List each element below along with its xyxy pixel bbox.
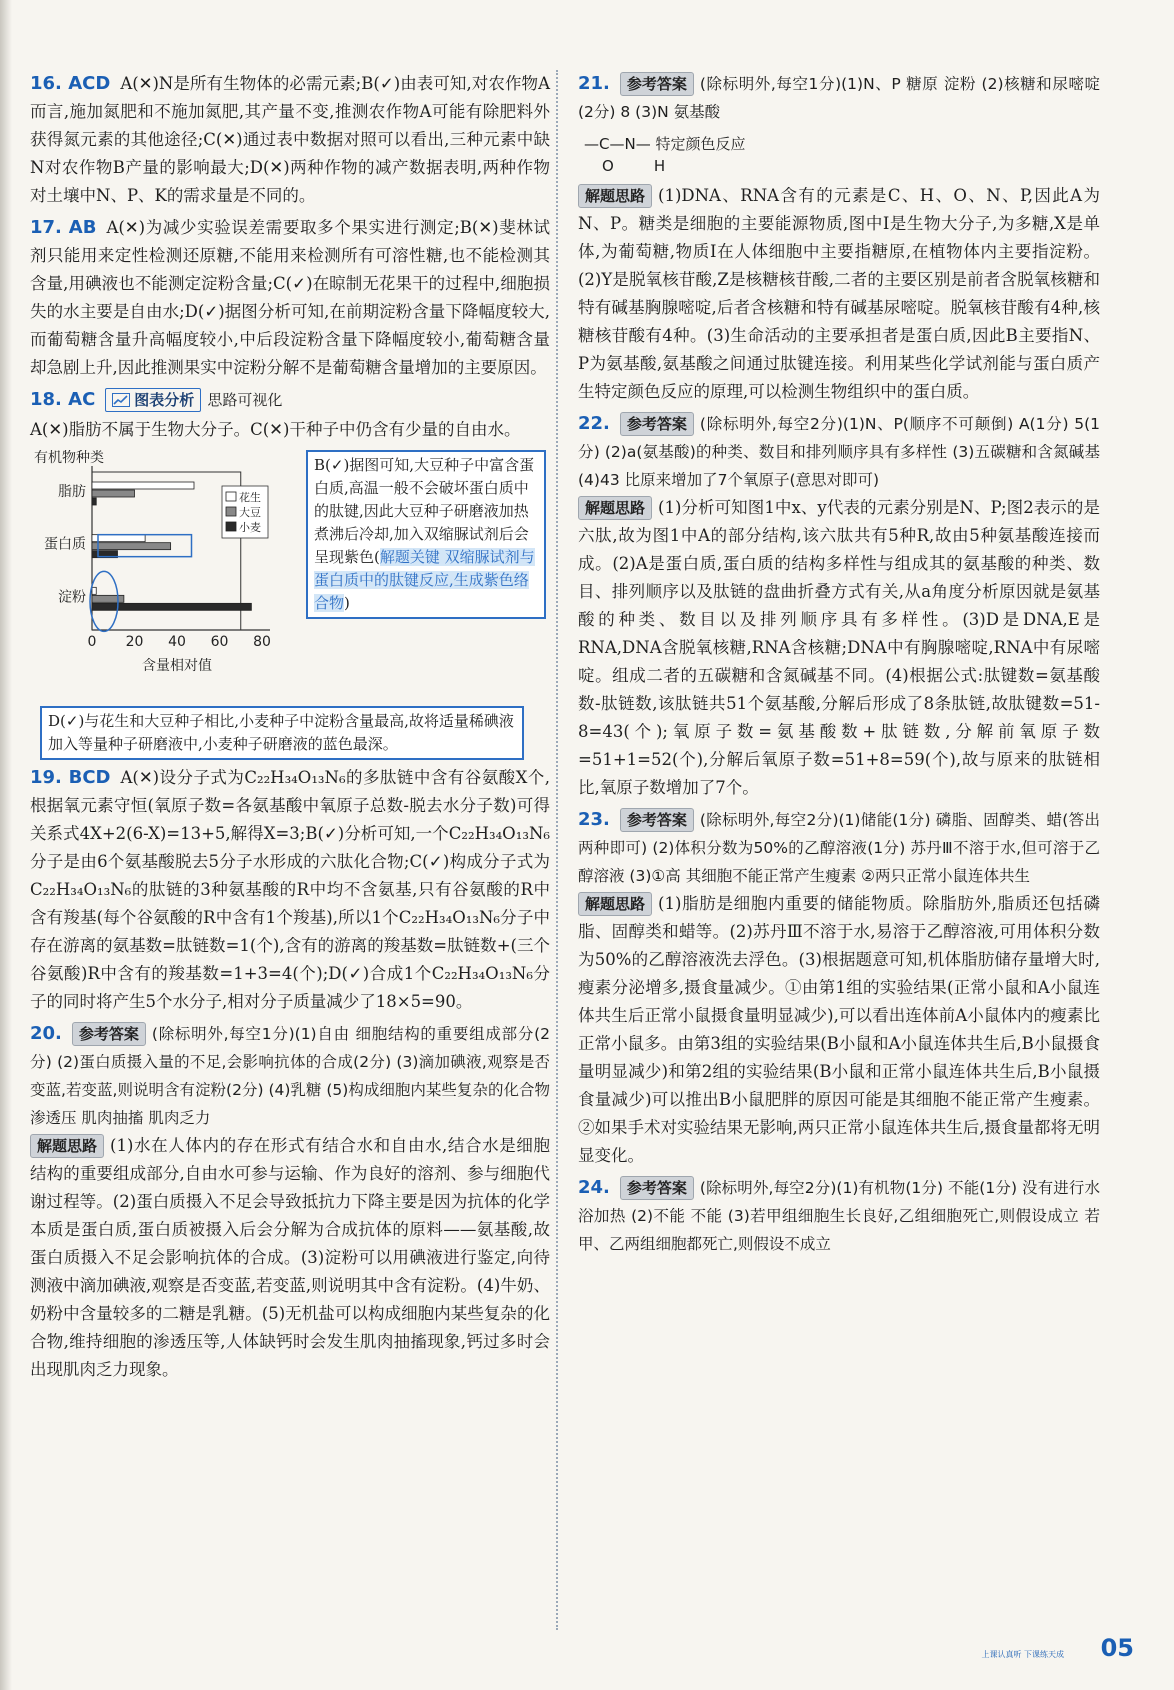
explanation-22 <box>578 494 1100 802</box>
question-17 <box>30 214 550 382</box>
legend-label-小麦: 小麦 <box>239 521 261 534</box>
left-column <box>30 70 550 1388</box>
legend-swatch-小麦 <box>226 522 236 531</box>
x-tick-label: 80 <box>253 634 271 650</box>
solution-idea-tag: 解题思路 <box>578 496 652 520</box>
answer-text: (除标明外,每空1分)(1)自由 细胞结构的重要组成部分(2分) (2)蛋白质摄入量的不足,会影响抗体的合成(2分) (3)滴加碘液,观察是否变蓝,若变蓝,则说明含有淀粉(2分) (4)乳糖 (5)构成细胞内某些复杂的化合物 渗透压 肌肉抽搐 肌肉乏力 <box>30 1025 550 1127</box>
x-tick-label: 20 <box>125 634 144 650</box>
organic-matter-bar-chart <box>30 450 310 700</box>
x-tick-label: 40 <box>168 634 186 650</box>
question-22 <box>578 410 1100 802</box>
solution-idea-tag: 解题思路 <box>578 892 652 916</box>
answer-22 <box>578 410 1100 494</box>
answer-20 <box>30 1020 550 1132</box>
question-number: 17. AB <box>30 217 97 238</box>
formula-sub <box>602 158 1100 174</box>
bar-chart-area <box>30 450 550 700</box>
formula-hydrogen: H <box>653 157 666 175</box>
answer-21 <box>578 70 1100 126</box>
explanation-text: (1)水在人体内的存在形式有结合水和自由水,结合水是细胞结构的重要组成部分,自由水可参与运输、作为良好的溶剂、参与细胞代谢过程等。(2)蛋白质摄入不足会导致抵抗力下降主要是因为抗体的化学本质是蛋白质,蛋白质被摄入后会分解为合成抗体的原料——氨基酸,故蛋白质摄入不足会影响抗体的合成。(3)淀粉可以用碘液进行鉴定,向待测液中滴加碘液,观察是否变蓝,若变蓝,则说明其中含有淀粉。(4)牛奶、奶粉中含量较多的二糖是乳糖。(5)无机盐可以构成细胞内某些复杂的化合物,维持细胞的渗透压等,人体缺钙时会发生肌肉抽搐现象,钙过多时会出现肌肉乏力现象。 <box>30 1136 550 1379</box>
bar-小麦 <box>92 498 96 505</box>
column-divider <box>556 70 558 1630</box>
bar-小麦 <box>92 603 251 610</box>
formula-oxygen: O <box>602 157 614 175</box>
question-18-header <box>30 386 550 414</box>
question-text: A(✕)脂肪不属于生物大分子。C(✕)干种子中仍含有少量的自由水。 <box>30 420 521 439</box>
brand-slogan: 上课认真听 下课练天成 <box>981 1650 1064 1659</box>
question-number: 16. ACD <box>30 73 111 94</box>
question-19 <box>30 764 550 1016</box>
peptide-bond-formula <box>584 130 1100 174</box>
legend-swatch-花生 <box>226 492 236 501</box>
x-axis-label: 含量相对值 <box>142 658 212 674</box>
explanation-b-end: ) <box>344 594 350 612</box>
question-text: A(✕)为减少实验误差需要取多个果实进行测定;B(✕)斐林试剂只能用来定性检测还原糖,不能用来检测所有可溶性糖,也不能检测其含量,用碘液也不能测定淀粉含量;C(✓)在晾制无花果干的过程中,细胞损失的水主要是自由水;D(✓)据图分析可知,在前期淀粉含量下降幅度较大,而葡萄糖含量升高幅度较小,中后段淀粉含量下降幅度较小,葡萄糖含量却急剧上升,因此推测果实中淀粉分解不是葡萄糖含量增加的主要原因。 <box>30 218 551 377</box>
explanation-23 <box>578 890 1100 1170</box>
legend-label-花生: 花生 <box>239 491 261 504</box>
bar-花生 <box>92 535 145 542</box>
legend-label-大豆: 大豆 <box>239 506 261 519</box>
answer-text: (除标明外,每空2分)(1)有机物(1分) 不能(1分) 没有进行水浴加热 (2)不能 不能 (3)若甲组细胞生长良好,乙组细胞死亡,则假设成立 若甲、乙两组细胞都死亡,则假设不成立 <box>578 1179 1100 1253</box>
solution-idea-tag: 解题思路 <box>30 1134 104 1158</box>
explanation-20 <box>30 1132 550 1384</box>
reference-answer-tag: 参考答案 <box>620 412 694 436</box>
question-number: 23. <box>578 809 610 830</box>
question-text: A(✕)N是所有生物体的必需元素;B(✓)由表可知,对农作物A而言,施加氮肥和不施加氮肥,其产量不变,推测农作物A可能有除肥料外获得氮元素的其他途径;C(✕)通过表中数据对照可以看出,三种元素中缺N对农作物B产量的影响最大;D(✕)两种作物的减产数据表明,两种作物对土壤中N、P、K的需求量是不同的。 <box>30 74 550 205</box>
answer-text: (除标明外,每空1分)(1)N、P 糖原 淀粉 (2)核糖和尿嘧啶(2分) 8 (3)N 氨基酸 <box>578 75 1100 121</box>
category-label: 淀粉 <box>58 589 86 606</box>
right-column <box>578 70 1100 1262</box>
reference-answer-tag: 参考答案 <box>72 1022 146 1046</box>
page-edge-shadow <box>0 0 12 1690</box>
formula-main: —C—N— 特定颜色反应 <box>584 135 746 153</box>
category-label: 蛋白质 <box>44 536 86 553</box>
chart-analysis-label: 图表分析 <box>134 391 195 409</box>
x-tick-label: 60 <box>210 634 229 650</box>
bar-花生 <box>92 587 96 594</box>
question-number: 18. AC <box>30 389 96 410</box>
question-number: 22. <box>578 413 610 434</box>
question-text: A(✕)设分子式为C₂₂H₃₄O₁₃N₆的多肽链中含有谷氨酸X个,根据氧元素守恒(氧原子数=各氨基酸中氧原子总数-脱去水分子数)可得关系式4X+2(6-X)=13+5,解得X=3;B(✓)分析可知,一个C₂₂H₃₄O₁₃N₆分子是由6个氨基酸脱去5分子水形成的六肽化合物;C(✓)构成分子式为C₂₂H₃₄O₁₃N₆的肽链的3种氨基酸的R中均不含氨基,只有谷氨酸的R中含有羧基(每个谷氨酸的R中含有1个羧基),所以1个C₂₂H₃₄O₁₃N₆分子中存在游离的氨基数=肽链数=1(个),含有的游离的羧基数=肽链数+(三个谷氨酸)R中含有的羧基数=1+3=4(个);D(✓)合成1个C₂₂H₃₄O₁₃N₆分子的同时将产生5个水分子,相对分子质量减少了18×5=90。 <box>30 768 550 1011</box>
question-18 <box>30 386 550 760</box>
explanation-text: (1)DNA、RNA含有的元素是C、H、O、N、P,因此A为N、P。糖类是细胞的主要能源物质,图中Ⅰ是生物大分子,为多糖,X是单体,为葡萄糖,物质Ⅰ在人体细胞中主要指糖原,在植物体内主要指淀粉。(2)Y是脱氧核苷酸,Z是核糖核苷酸,二者的主要区别是前者含脱氧核糖和特有碱基胸腺嘧啶,后者含核糖和特有碱基尿嘧啶。脱氧核苷酸有4种,核糖核苷酸有4种。(3)生命活动的主要承担者是蛋白质,因此B主要指N、P为氨基酸,氨基酸之间通过肽键连接。利用某些化学试剂能与蛋白质产生特定颜色反应的原理,可以检测生物组织中的蛋白质。 <box>578 186 1100 401</box>
chart-analysis-tag <box>105 388 201 412</box>
solution-idea-tag: 解题思路 <box>578 184 652 208</box>
explanation-box-d: D(✓)与花生和大豆种子相比,小麦种子中淀粉含量最高,故将适量稀碘液加入等量种子研磨液中,小麦种子研磨液的蓝色最深。 <box>40 706 524 760</box>
explanation-text: (1)分析可知图1中x、y代表的元素分别是N、P;图2表示的是六肽,故为图1中A的部分结构,该六肽共有5种R,故由5种氨基酸连接而成。(2)A是蛋白质,蛋白质的结构多样性与组成其的氨基酸的种类、数目、排列顺序以及肽链的盘曲折叠方式有关,从a角度分析原因就是氨基酸的种类、数目以及排列顺序具有多样性。(3)D是DNA,E是RNA,DNA含脱氧核糖,RNA含核糖;DNA中有胸腺嘧啶,RNA中有尿嘧啶。组成二者的五碳糖和含氮碱基不同。(4)根据公式:肽键数=氨基酸数-肽链数,该肽链共51个氨基酸,分解后形成了8条肽链,故肽键数=51-8=43(个);氧原子数=氨基酸数+肽链数,分解前氧原子数=51+1=52(个),分解后氧原子数=51+8=59(个),故与原来的肽链相比,氧原子数增加了7个。 <box>578 498 1100 797</box>
question-20 <box>30 1020 550 1384</box>
reference-answer-tag: 参考答案 <box>620 808 694 832</box>
explanation-text: (1)脂肪是细胞内重要的储能物质。除脂肪外,脂质还包括磷脂、固醇类和蜡等。(2)苏丹Ⅲ不溶于水,易溶于乙醇溶液,可用体积分数为50%的乙醇溶液洗去浮色。(3)根据题意可知,机体脂肪储存量增大时,瘦素分泌增多,摄食量减少。①由第1组的实验结果(正常小鼠和A小鼠连体共生后正常小鼠摄食量明显减少),可以看出连体前A小鼠体内的瘦素比正常小鼠多。由第3组的实验结果(B小鼠和A小鼠连体共生后,B小鼠摄食量明显减少)和第2组的实验结果(B小鼠和正常小鼠连体共生后,B小鼠摄食量减少)可以推出B小鼠肥胖的原因可能是其细胞不能正常产生瘦素。②如果手术对实验结果无影响,两只正常小鼠连体共生后,摄食量都将无明显变化。 <box>578 894 1100 1165</box>
y-axis-label: 有机物种类 <box>34 450 104 466</box>
x-tick-label: 0 <box>87 634 97 650</box>
reference-answer-tag: 参考答案 <box>620 1176 694 1200</box>
reference-answer-tag: 参考答案 <box>620 72 694 96</box>
question-number: 19. BCD <box>30 767 111 788</box>
question-23 <box>578 806 1100 1170</box>
category-label: 脂肪 <box>58 484 86 500</box>
question-16 <box>30 70 550 210</box>
explanation-box-b <box>306 450 546 619</box>
page-number: 05 <box>1100 1634 1134 1662</box>
chart-analysis-subtitle: 思路可视化 <box>207 391 283 409</box>
bar-大豆 <box>92 543 171 550</box>
answer-text: (除标明外,每空2分)(1)N、P(顺序不可颠倒) A(1分) 5(1分) (2)a(氨基酸)的种类、数目和排列顺序具有多样性 (3)五碳糖和含氮碱基 (4)43 比原来增加了7个氧原子(意思对即可) <box>578 415 1100 489</box>
key-point-highlight: 解题关键 双缩脲试剂与蛋白质中的肽键反应,生成紫色络合物 <box>314 548 535 612</box>
trend-chart-icon <box>112 393 130 407</box>
question-number: 20. <box>30 1023 62 1044</box>
answer-23 <box>578 806 1100 890</box>
question-number: 21. <box>578 73 610 94</box>
answer-24 <box>578 1174 1100 1258</box>
legend-swatch-大豆 <box>226 507 236 516</box>
explanation-b-text: B(✓)据图可知,大豆种子中富含蛋白质,高温一般不会破坏蛋白质中的肽键,因此大豆种子研磨液加热煮沸后冷却,加入双缩脲试剂后会呈现紫色( <box>314 456 535 566</box>
question-24 <box>578 1174 1100 1258</box>
question-21 <box>578 70 1100 406</box>
bar-大豆 <box>92 490 135 497</box>
bar-花生 <box>92 482 194 489</box>
bar-大豆 <box>92 595 124 602</box>
answer-text: (除标明外,每空2分)(1)储能(1分) 磷脂、固醇类、蜡(答出两种即可) (2)体积分数为50%的乙醇溶液(1分) 苏丹Ⅲ不溶于水,但可溶于乙醇溶液 (3)①高 其细胞不能正常产生瘦素 ②两只正常小鼠连体共生 <box>578 811 1100 885</box>
explanation-21 <box>578 182 1100 406</box>
question-number: 24. <box>578 1177 610 1198</box>
